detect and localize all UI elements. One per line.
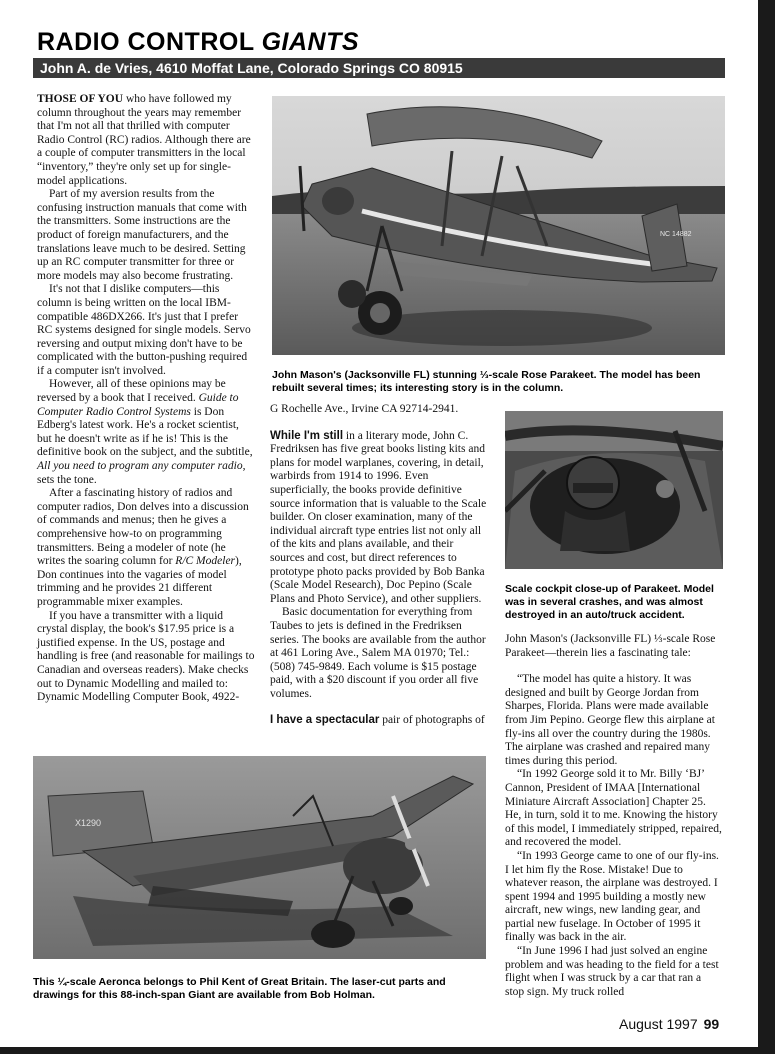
paragraph: John Mason's (Jacksonville FL) ⅓-scale Rose Parakeet—therein lies a fascinating tale: — [505, 633, 716, 659]
caption-rose-parakeet: John Mason's (Jacksonville FL) stunning ⅓-scale Rose Parakeet. The model has been rebuilt several times; its interesting story is in the column. — [272, 369, 701, 394]
paragraph: G Rochelle Ave., Irvine CA 92714-2941. — [270, 403, 459, 415]
paragraph: Basic documentation for everything from Taubes to jets is defined in the Fredriksen series. The books are available from the author at 461 Loring Ave., Salem MA 01970; Tel.: (508) 745-9849. Each volume is $15 postage paid, with a $20 discount if you order all five volumes. — [270, 606, 486, 700]
title-regular: RADIO CONTROL — [37, 28, 255, 56]
paragraph: THOSE OF YOU who have followed my column throughout the years may remember that I'm not all that thrilled with computer Radio Control (RC) radios. Although there are a couple of computer transmitters in the local “inventory,” they're only set up for single-model applications. — [37, 93, 251, 187]
paragraph: While I'm still in a literary mode, John C. Fredriksen has five great books listing kits and plans for model warplanes, covering, in detail, warbirds from 1914 to 1996. Even superficially, the books provide definitive source information that is valuable to the Scale builder. On closer examination, many of the individual aircraft type entries list not only all of the kits and plans available, and their sources and cost, but direct references to prototype photo packs provided by Bob Banka (Scale Model Research), Doc Pepino (Scale Plans and Photo Service), and other suppliers. — [270, 429, 487, 605]
lead-in: While I'm still — [270, 429, 344, 442]
column-title — [37, 28, 359, 57]
paragraph: Part of my aversion results from the confusing instruction manuals that come with the transmitters. Some instructions are the product of foreign manufacturers, and the translations leave much to be desired. Setting up an RC computer transmitter for three or more models may also become frustrating. — [37, 188, 247, 282]
title-italic: GIANTS — [261, 28, 360, 56]
photo-cockpit-closeup — [505, 411, 723, 569]
book-subtitle: All you need to program any computer radio, — [37, 460, 246, 473]
paragraph: “The model has quite a history. It was designed and built by George Jordan from Sharpes, Florida. Plans were made available from Jim Pepino. George flew this airplane at fly-ins all over the country during the 1980s. The airplane was crashed and repaired many times during this period. — [505, 673, 715, 767]
page-edge-right — [758, 0, 775, 1054]
page-edge-bottom — [0, 1047, 775, 1054]
paragraph: “In 1993 George came to one of our fly-ins. I let him fly the Rose. Mistake! Due to whatever reason, the airplane was destroyed. I spent 1994 and 1995 building a mostly new aircraft, new wings, new landing gear, and partial new fuselage. In October of 1995 it finally was back in the air. — [505, 849, 719, 944]
paragraph: I have a spectacular pair of photographs of — [270, 714, 485, 727]
page-footer — [619, 1016, 719, 1032]
paragraph: It's not that I dislike computers—this column is being written on the local IBM-compatible 486DX266. It's just that I prefer RC systems designed for single models. Servo reversing and output mixing don't have to be complicated with the button-pushing required if a computer isn't involved. — [37, 283, 251, 377]
caption-cockpit: Scale cockpit close-up of Parakeet. Model was in several crashes, and was almost destroyed in an auto/truck accident. — [505, 583, 714, 621]
paragraph: “In 1992 George sold it to Mr. Billy ‘BJ’ Cannon, President of IMAA [International Miniature Aircraft Association] Chapter 25. He, in turn, sold it to me. Knowing the history of this model, I immediately stripped, repaired, and recovered the model. — [505, 768, 722, 849]
book-title: Guide to Computer Radio Control Systems — [37, 392, 239, 418]
column-1 — [37, 93, 255, 705]
issue-date: August 1997 — [619, 1016, 698, 1032]
parakeet-tail-marking: NC 14882 — [660, 231, 692, 238]
paragraph: If you have a transmitter with a liquid crystal display, the book's $17.95 price is a justified expense. In the US, postage and handling is free (and reasonable for mailings to Canadian and overseas readers). Make checks out to Dynamic Modelling and mailed to: Dynamic Modelling Computer Book, 4922- — [37, 609, 255, 704]
photo-aeronca — [33, 756, 486, 959]
lead-in: THOSE OF YOU — [37, 93, 124, 105]
paragraph: After a fascinating history of radios and computer radios, Don delves into a discussion of commands and menus; then he gives a comprehensive how-to on programming transmitters. Being a modeler of note (he writes the soaring column for R/C Modeler), Don continues into the vagaries of model trimming and he provides 21 different programmable mixer examples. — [37, 487, 249, 608]
aeronca-tail-marking: X1290 — [75, 818, 102, 828]
page-number: 99 — [703, 1016, 720, 1032]
author-address: John A. de Vries, 4610 Moffat Lane, Colorado Springs CO 80915 — [40, 60, 463, 76]
magazine-title: R/C Modeler — [175, 555, 236, 568]
column-2 — [270, 403, 488, 728]
caption-aeronca: This ¼-scale Aeronca belongs to Phil Kent of Great Britain. The laser-cut parts and drawings for this 88-inch-span Giant are available from Bob Holman. — [33, 976, 446, 1001]
paragraph: However, all of these opinions may be reversed by a book that I received. Guide to Computer Radio Control Systems is Don Edberg's latest work. He's a rocket scientist, but he doesn't write as if he is! This is the definitive book on the subject, and the subtitle, All you need to program any computer radio, sets the tone. — [37, 378, 253, 486]
column-3 — [505, 633, 723, 999]
lead-in: I have a spectacular — [270, 714, 380, 727]
author-address-bar — [33, 58, 725, 78]
paragraph: “In June 1996 I had just solved an engine problem and was heading to the field for a test flight when I was struck by a car that ran a stop sign. My truck rolled — [505, 945, 719, 998]
photo-rose-parakeet — [272, 96, 725, 355]
